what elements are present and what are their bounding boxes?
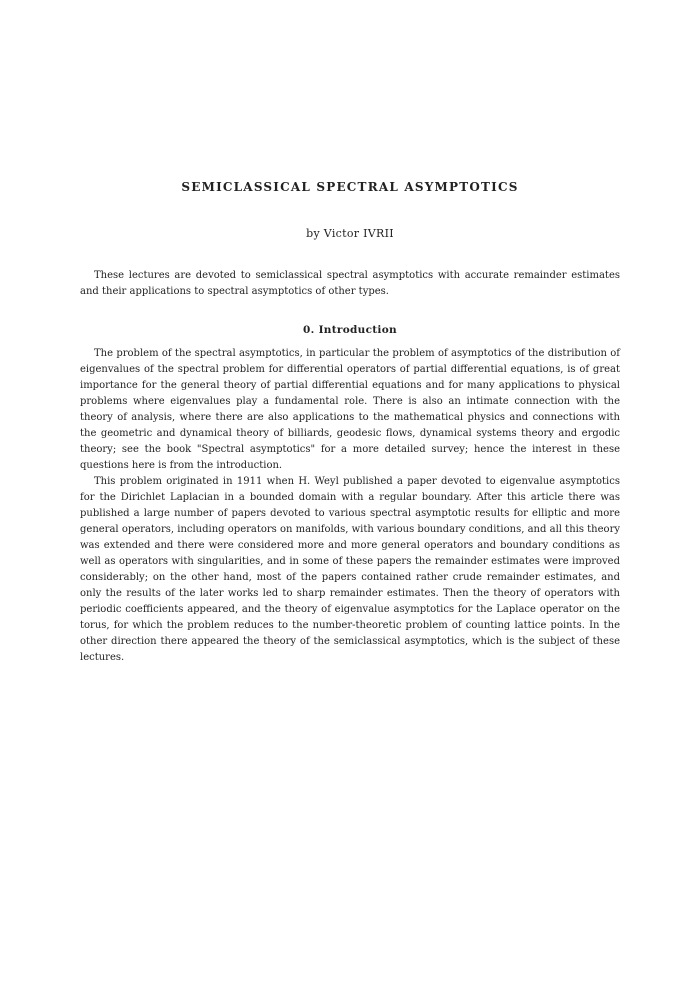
paper-title: SEMICLASSICAL SPECTRAL ASYMPTOTICS bbox=[181, 180, 519, 194]
body-paragraph: The problem of the spectral asymptotics, in particular the problem of asymptotics of the distribution of eigenvalues of the spectral problem for differential operators of partial differential equations, is of great importance for the general theory of partial differential equations and for many applications to physical problems where eigenvalues play a fundamental role. There is also an intimate connection with the theory of analysis, where there are also applications to the mathematical physics and connections with the geometric and dynamical theory of billiards, geodesic flows, dynamical systems theory and ergodic theory; see the book "Spectral asymptotics" for a more detailed survey; hence the interest in these questions here is from the introduction. bbox=[80, 348, 620, 471]
body-paragraph: This problem originated in 1911 when H. Weyl published a paper devoted to eigenvalue asymptotics for the Dirichlet Laplacian in a bounded domain with a regular boundary. After this article there was published a large number of papers devoted to various spectral asymptotic results for elliptic and more general operators, including operators on manifolds, with various boundary conditions, and all this theory was extended and there were considered more and more general operators and boundary conditions as well as operators with singularities, and in some of these papers the remainder estimates were improved considerably; on the other hand, most of the papers contained rather crude remainder estimates, and only the results of the later works led to sharp remainder estimates. Then the theory of operators with periodic coefficients appeared, and the theory of eigenvalue asymptotics for the Laplace operator on the torus, for which the problem reduces to the number-theoretic problem of counting lattice points. In the other direction there appeared the theory of the semiclassical asymptotics, which is the subject of these lectures. bbox=[80, 476, 620, 663]
section-body-introduction bbox=[80, 346, 620, 666]
paper-author: by Victor IVRII bbox=[306, 227, 394, 240]
paper-abstract: These lectures are devoted to semiclassical spectral asymptotics with accurate remainder estimates and their applications to spectral asymptotics of other types. bbox=[80, 270, 620, 297]
section-heading-introduction: 0. Introduction bbox=[303, 324, 397, 336]
